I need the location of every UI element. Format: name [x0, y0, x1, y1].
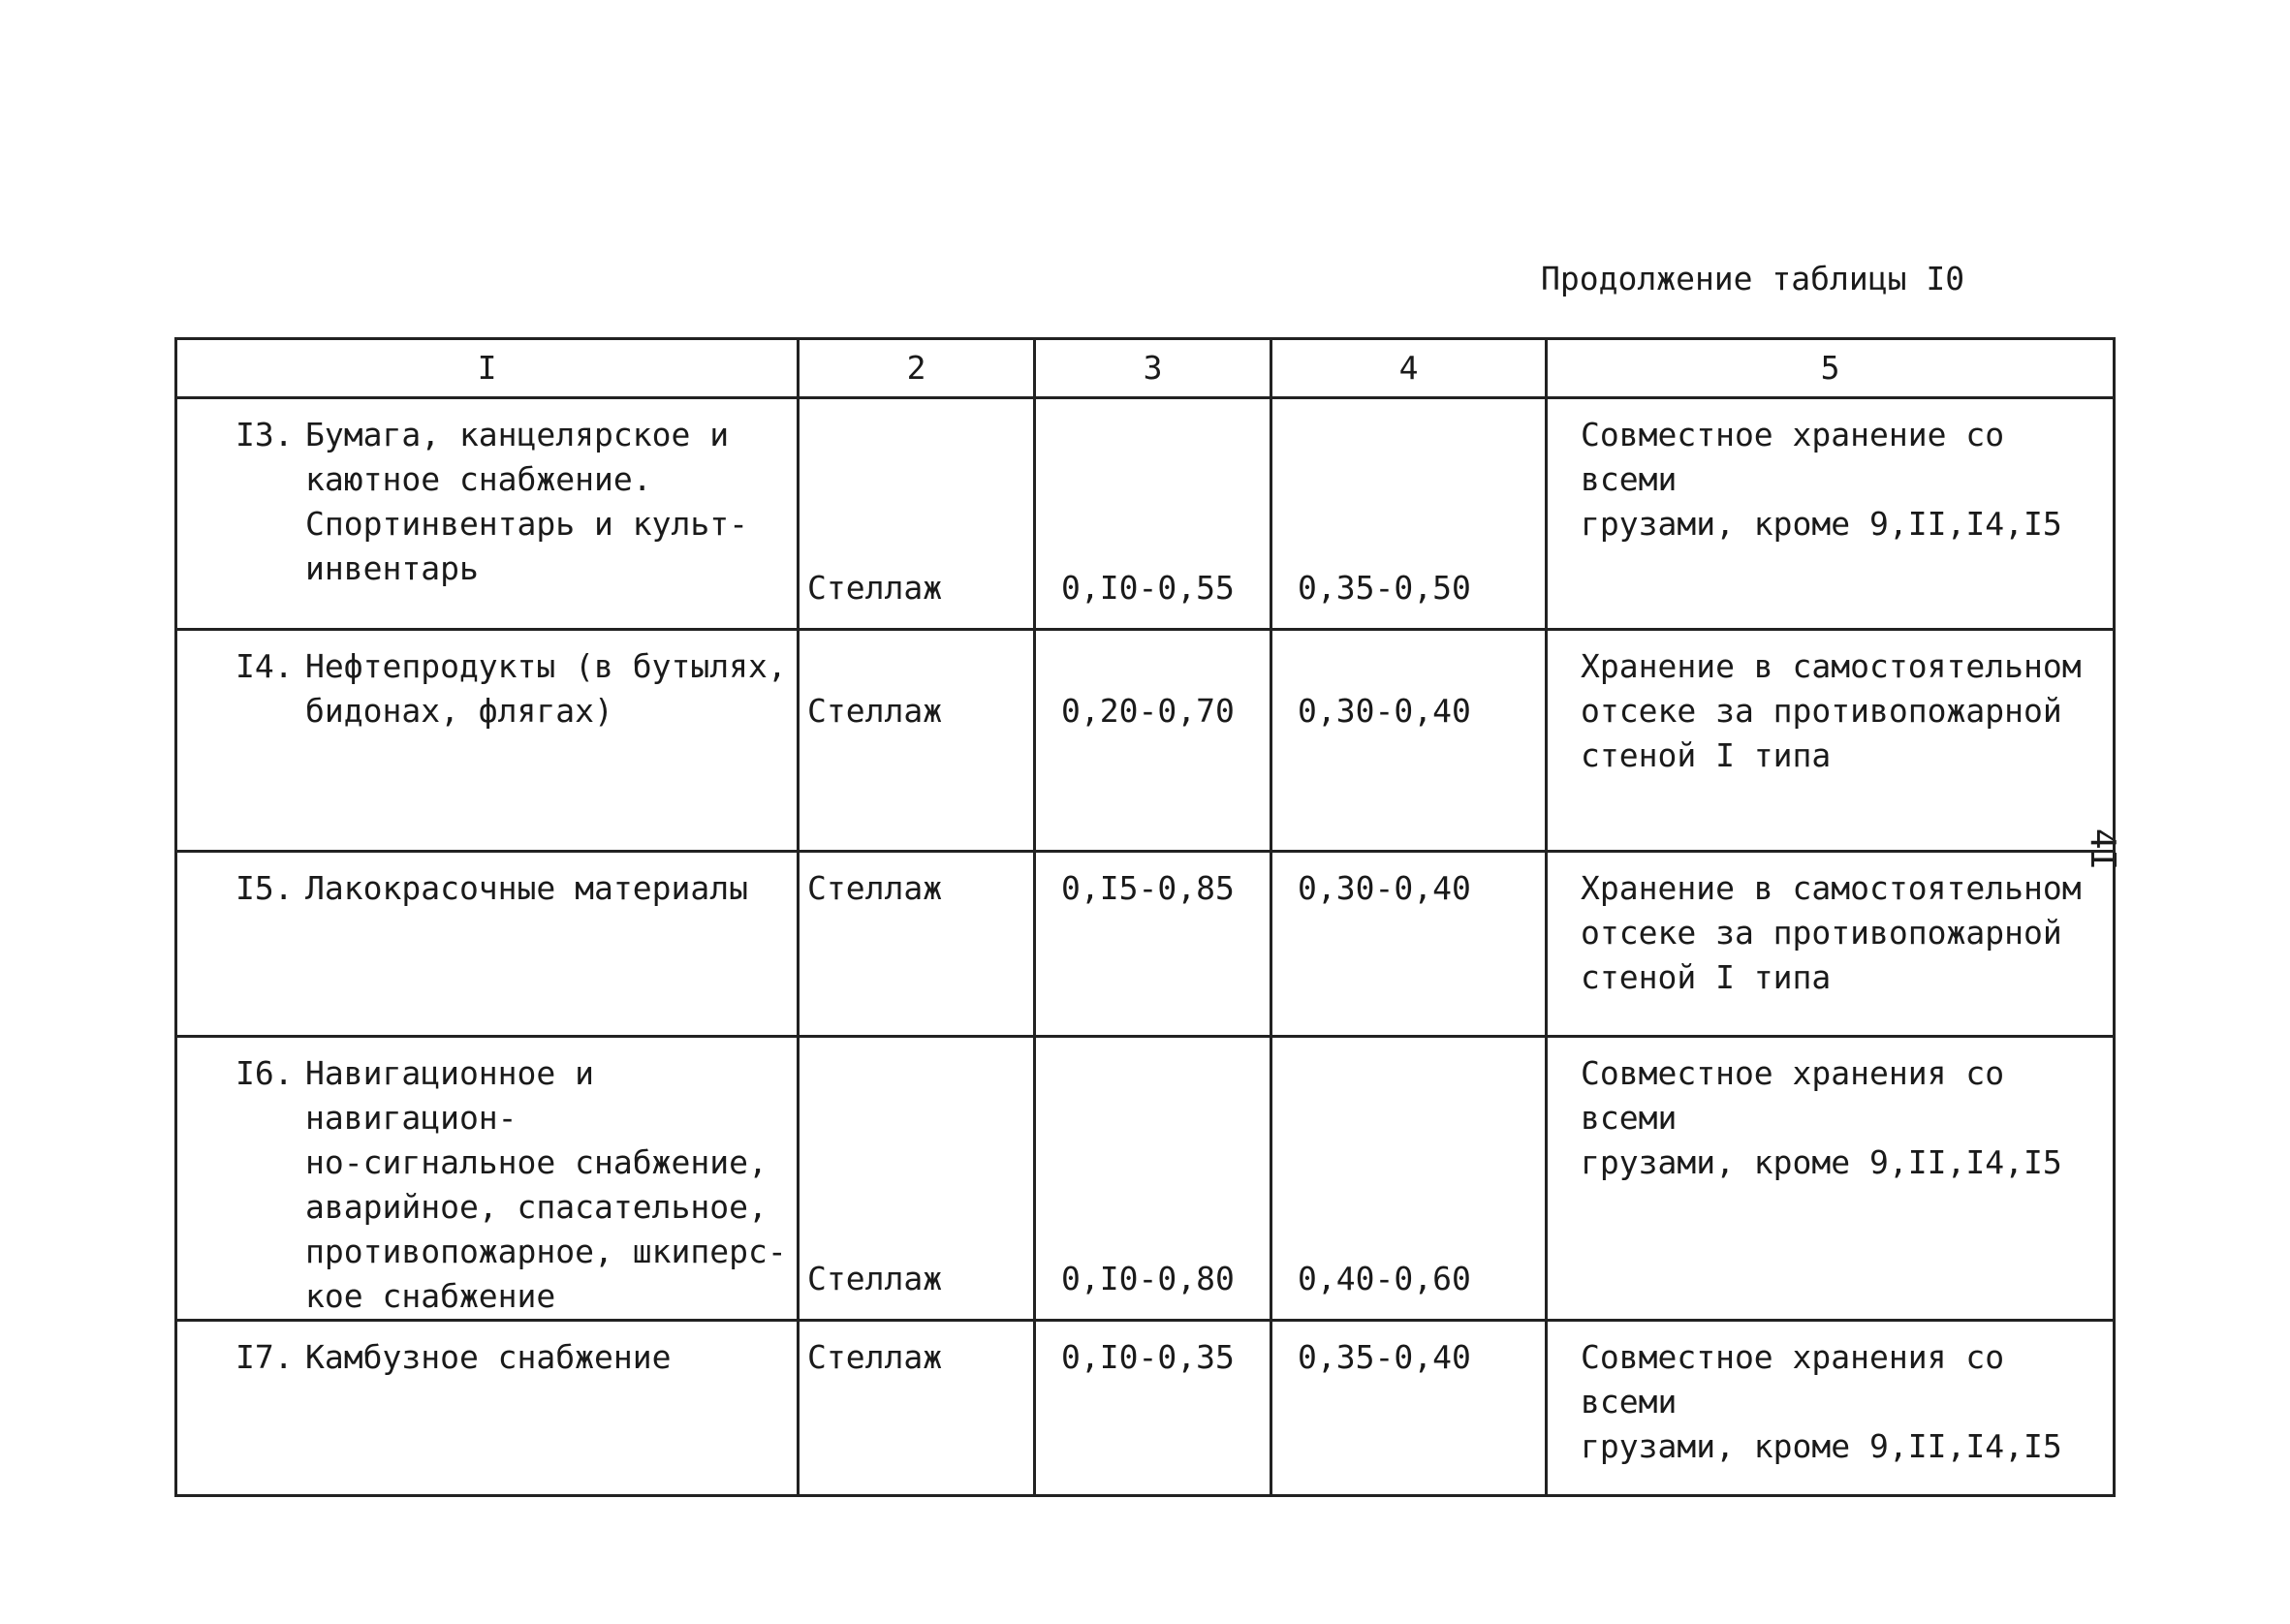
header-col-1: I: [176, 339, 799, 398]
storage-note: [1547, 852, 2115, 1037]
cargo-name-cell: [176, 852, 799, 1037]
storage-note: [1547, 398, 2115, 630]
storage-type: Стеллаж: [799, 630, 1035, 852]
cargo-name-cell: [176, 1321, 799, 1496]
storage-note-text: Совместное хранения со всеми грузами, кроме 9,II,I4,I5: [1581, 1054, 2062, 1181]
table-row: [176, 1037, 2115, 1321]
cargo-name: Бумага, канцелярское и каютное снабжение. Спортинвентарь и культ- инвентарь: [305, 416, 748, 587]
header-col-3: 3: [1035, 339, 1271, 398]
table-row: [176, 852, 2115, 1037]
row-number: I5.: [235, 869, 294, 907]
table-row: [176, 630, 2115, 852]
storage-type: Стеллаж: [799, 1321, 1035, 1496]
storage-note-text: Совместное хранения со всеми грузами, кроме 9,II,I4,I5: [1581, 1338, 2062, 1465]
storage-note: [1547, 1037, 2115, 1321]
cargo-name: Навигационное и навигацион- но-сигнальное снабжение, аварийное, спасательное, противопожарное, шкиперс- кое снабжение: [305, 1054, 787, 1315]
cargo-name-cell: [176, 630, 799, 852]
cargo-name-cell: [176, 398, 799, 630]
storage-note: [1547, 1321, 2115, 1496]
range-col-4: 0,30-0,40: [1271, 630, 1547, 852]
storage-note: [1547, 630, 2115, 852]
range-col-3: 0,I5-0,85: [1035, 852, 1271, 1037]
row-number: I7.: [235, 1338, 294, 1376]
cargo-name: Камбузное снабжение: [305, 1338, 672, 1376]
cargo-name: Лакокрасочные материалы: [305, 869, 748, 907]
header-col-2: 2: [799, 339, 1035, 398]
table-row: [176, 398, 2115, 630]
table-row: [176, 1321, 2115, 1496]
header-row: [176, 339, 2115, 398]
storage-type: Стеллаж: [799, 852, 1035, 1037]
storage-note-text: Хранение в самостоятельном отсеке за противопожарной стеной I типа: [1581, 869, 2082, 996]
storage-type: Стеллаж: [799, 398, 1035, 630]
range-col-4: 0,35-0,50: [1271, 398, 1547, 630]
range-col-4: 0,35-0,40: [1271, 1321, 1547, 1496]
row-number: I3.: [235, 416, 294, 453]
range-col-3: 0,20-0,70: [1035, 630, 1271, 852]
header-col-5: 5: [1547, 339, 2115, 398]
page-number: 4I: [2083, 828, 2123, 871]
range-col-4: 0,40-0,60: [1271, 1037, 1547, 1321]
header-col-4: 4: [1271, 339, 1547, 398]
range-col-3: 0,I0-0,35: [1035, 1321, 1271, 1496]
range-col-3: 0,I0-0,55: [1035, 398, 1271, 630]
storage-note-text: Хранение в самостоятельном отсеке за противопожарной стеной I типа: [1581, 647, 2082, 774]
row-number: I6.: [235, 1054, 294, 1092]
table-caption: Продолжение таблицы I0: [1541, 260, 1965, 297]
range-col-4: 0,30-0,40: [1271, 852, 1547, 1037]
cargo-name: Нефтепродукты (в бутылях, бидонах, флягах): [305, 647, 787, 730]
storage-note-text: Совместное хранение со всеми грузами, кроме 9,II,I4,I5: [1581, 416, 2062, 543]
storage-type: Стеллаж: [799, 1037, 1035, 1321]
storage-table: [174, 337, 2116, 1497]
range-col-3: 0,I0-0,80: [1035, 1037, 1271, 1321]
cargo-name-cell: [176, 1037, 799, 1321]
row-number: I4.: [235, 647, 294, 685]
